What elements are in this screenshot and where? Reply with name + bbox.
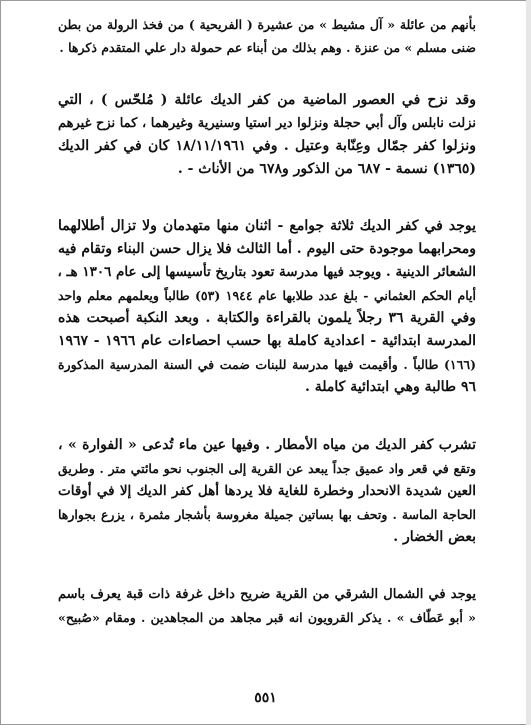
text-line: نزلت نابلس وآل أبي حجلة ونزلوا دير استيا وسنيرية وغيرهما ، كما نزح غيرهم — [58, 116, 476, 131]
paragraph-3 — [58, 215, 476, 399]
text-line: الحاجة الماسة . وتحف بها بساتين جميلة مغروسة بأشجار مثمرة ، يزرع بجوارها — [58, 507, 476, 522]
text-line: ومحرابهما موجودة حتى اليوم . أما الثالث فلا يزال حسن البناء وتقام فيه — [58, 241, 476, 257]
text-line: وتقع في قعر واد عميق جداً يبعد عن القرية إلى الجنوب نحو مائتي متر . وطريق — [58, 461, 476, 476]
text-line: العين شديدة الانحدار وخطرة للغاية فلا يردها أهل كفر الديك إلا في أوقات — [58, 483, 476, 499]
text-line: بعض الخضار . — [393, 529, 476, 545]
text-line: الشعائر الدينية . ويوجد فيها مدرسة تعود بتاريخ تأسيسها إلى عام ١٣٠٦ هـ ، — [58, 264, 476, 280]
text-line: ٩٦ طالبة وهي ابتدائية كاملة . — [305, 379, 476, 395]
paragraph-1 — [58, 13, 476, 59]
paragraph-2 — [58, 89, 476, 181]
text-line: « أبو عَطّاف » . يذكر القرويون انه قبر مجاهد من المجاهدين . ومقام «صُبيح» — [58, 610, 476, 625]
text-line: المدرسة ابتدائية - اعدادية كاملة بها حسب احصاءات عام ١٩٦٦ - ١٩٦٧ — [58, 333, 476, 349]
text-line: وقد نزح في العصور الماضية من كفر الديك عائلة ( مُلحّس ) ، التي — [58, 92, 476, 108]
text-line: (١٣٦٥) نسمة - ٦٨٧ من الذكور و٦٧٨ من الأناث - . — [177, 161, 476, 177]
text-line: ونزلوا كفر جمّال وعِنّابة وعتيل . وفي ١٨/١١/١٩٦١ كان في كفر الديك — [58, 138, 476, 154]
paragraph-4 — [58, 434, 476, 549]
text-line: يوجد في الشمال الشرقي من القرية ضريح داخل غرفة ذات قبة يعرف باسم — [58, 587, 476, 602]
page-number: ٥٥١ — [254, 690, 277, 706]
text-line: أيام الحكم العثماني - بلغ عدد طلابها عام ١٩٤٤ (٥٣) طالباً ويعلمهم معلم واحد — [58, 288, 476, 303]
scan-edge — [526, 0, 531, 725]
text-line: ضنى مسلم » من عنزة . وهم بذلك من أبناء عم حمولة دار علي المتقدم ذكرها . — [59, 40, 476, 55]
text-line: بأنهم من عائلة « آل مشيط » من عشيرة ( الفريحية ) من فخذ الرولة من بطن — [58, 17, 476, 32]
paragraph-5 — [58, 583, 476, 629]
text-line: وفي القرية ٣٦ رجلاً يلمون بالقراءة والكتابة . وبعد النكبة أصبحت هذه — [58, 310, 476, 326]
document-page — [58, 6, 476, 629]
text-line: تشرب كفر الديك من مياه الأمطار . وفيها عين ماء تُدعى « الفوارة » ، — [58, 437, 476, 453]
text-line: (١٦٦) طالباً . وأقيمت فيها مدرسة للبنات ضمت في السنة المدرسية المذكورة — [58, 357, 476, 372]
text-line: يوجد في كفر الديك ثلاثة جوامع - اثنان منها متهدمان ولا تزال أطلالهما — [58, 218, 476, 234]
